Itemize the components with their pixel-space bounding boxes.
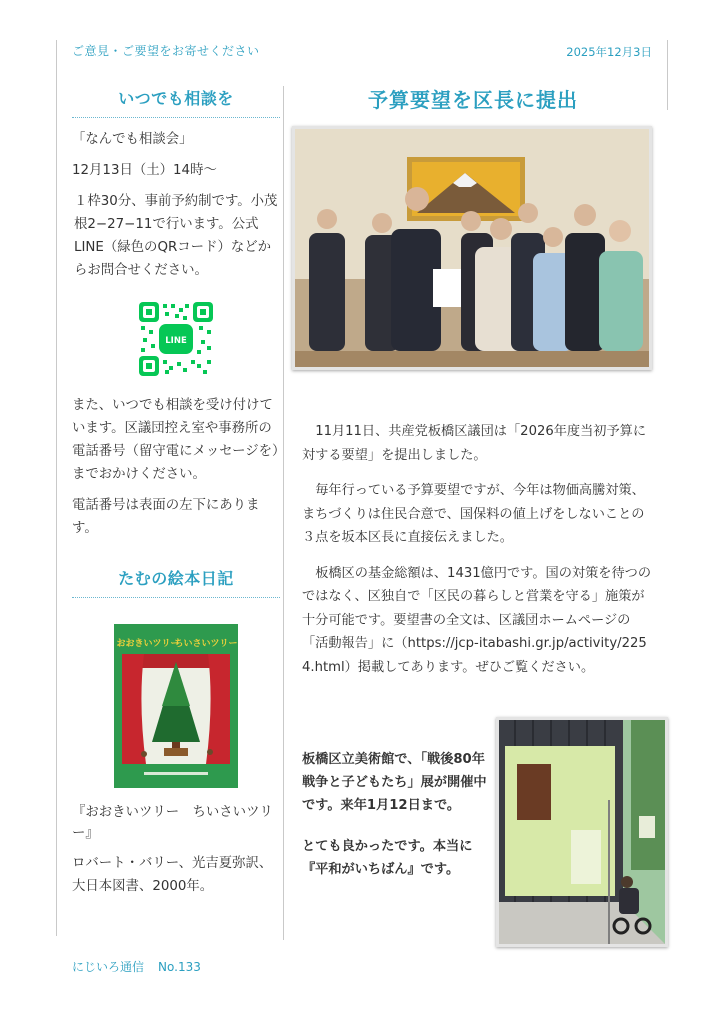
consultation-event-name: 「なんでも相談会」: [72, 132, 193, 147]
museum-text-1: 板橋区立美術館で、「戦後80年 戦争と子どもたち」展が開催中です。来年1月12日まで。: [302, 752, 499, 813]
left-column: [72, 86, 280, 898]
museum-photo: [496, 717, 668, 947]
right-column: [292, 84, 654, 675]
book-info: ロバート・バリー、光吉夏弥訳、大日本図書、2000年。: [72, 856, 273, 894]
museum-block: [302, 748, 499, 899]
header-date: 2025年12月3日: [566, 45, 652, 59]
article-paragraph-3: 板橋区の基金総額は、1431億円です。国の対策を待つのではなく、区独自で「区民の暮らしと営業を守る」施策が十分可能です。要望書の全文は、区議団ホームページの「活動報告」に（https://jcp-itabashi.gr.jp/activity/2254.html）掲載してあります。ぜひご覧ください。: [302, 565, 652, 675]
book-diary-section-title: たむの絵本日記: [72, 566, 280, 598]
consultation-details: １枠30分、事前予約制です。小茂根2−27−11で行います。公式LINE（緑色のQRコード）などからお問合せください。: [74, 194, 278, 278]
cover-title-small: ちいさいツリー: [174, 639, 238, 649]
newsletter-name: にじいろ通信: [72, 960, 145, 974]
page-left-border: [56, 40, 57, 936]
column-divider: [283, 86, 284, 940]
museum-text-2: とても良かったです。本当に『平和がいちばん』です。: [302, 839, 473, 877]
footer: [72, 958, 201, 975]
article-paragraph-2: 毎年行っている予算要望ですが、今年は物価高騰対策、まちづくりは住民合意で、国保料の値上げをしないことの３点を坂本区長に直接伝えました。: [302, 483, 645, 545]
cover-title-big: おおきいツリー: [116, 639, 180, 649]
issue-number: No.133: [158, 960, 201, 974]
book-title: 『おおきいツリー ちいさいツリー』: [72, 805, 273, 841]
article-title: 予算要望を区長に提出: [368, 88, 578, 112]
book-cover-image: [114, 624, 238, 788]
article-body: [302, 420, 656, 691]
qr-line-label: LINE: [165, 336, 187, 346]
consultation-phone-note: 電話番号は表面の左下にあります。: [72, 498, 260, 536]
line-qr-code[interactable]: [139, 302, 213, 376]
consultation-event-time: 12月13日（土）14時〜: [72, 163, 217, 178]
header-request-text: ご意見・ご要望をお寄せください: [72, 44, 260, 58]
consultation-anytime-text: また、いつでも相談を受け付けています。区議団控え室や事務所の電話番号（留守電にメッセージを）までおかけください。: [72, 398, 279, 482]
consultation-section-title: いつでも相談を: [72, 86, 280, 118]
page-right-border: [667, 40, 668, 110]
article-paragraph-1: 11月11日、共産党板橋区議団は「2026年度当初予算に対する要望」を提出しました。: [302, 424, 647, 463]
budget-request-photo: [292, 126, 652, 370]
